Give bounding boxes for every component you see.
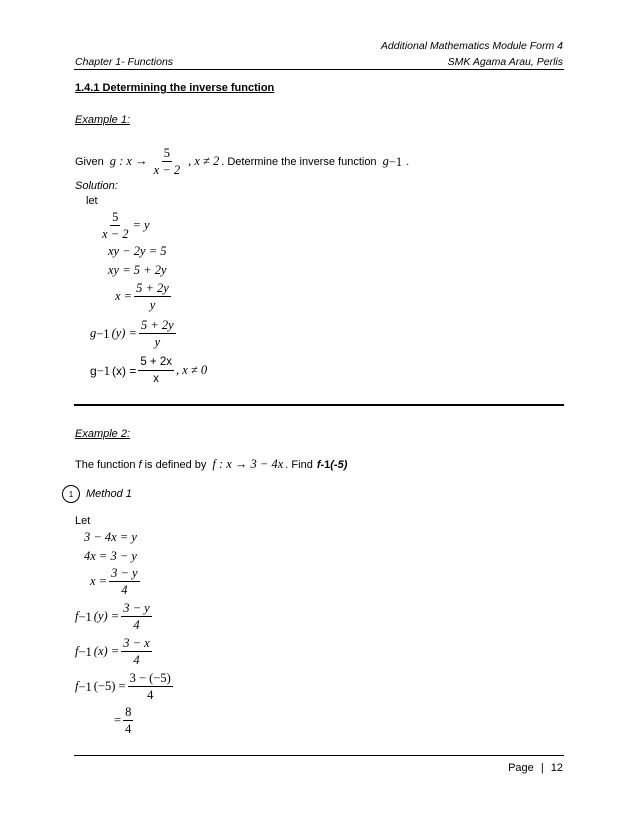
ex2-step1: 3 − 4x = y <box>84 530 137 544</box>
ex1-step6-arg: (x) = <box>112 363 137 378</box>
ex1-step6-denominator: x <box>153 373 160 385</box>
ex2-step6-numerator: 3 − (−5) <box>129 671 171 685</box>
ex1-step1-fraction <box>100 210 130 241</box>
ex1-step6-numerator: 5 + 2x <box>138 355 174 371</box>
given-fn: g <box>382 154 389 168</box>
intro-map: f : x → 3 − 4x <box>212 457 284 471</box>
ex1-step1-numerator: 5 <box>112 210 119 224</box>
ex2-step4: f −1 (y) = $\frac{3 - y}{4}$ <box>75 601 150 632</box>
ex2-step5-fn: f <box>75 644 79 658</box>
example2-intro: The function f is defined by f : x → 3 − 4x . Find f -1 (-5) <box>75 457 348 471</box>
ex2-step7 <box>114 705 135 736</box>
ex1-step5: g −1 (y) = $\frac{5 + 2y}{y}$ <box>90 318 174 349</box>
ex1-step5-denominator: y <box>154 335 161 349</box>
ex1-step6-fn: g <box>90 363 97 378</box>
intro-find: . Find <box>285 458 313 471</box>
ex2-let: Let <box>75 515 91 527</box>
ex2-step3-numerator: 3 − y <box>111 566 138 580</box>
ex2-step5-numerator: 3 − x <box>123 636 150 650</box>
header-school: SMK Agama Arau, Perlis <box>447 56 563 68</box>
intro-target-arg: (-5) <box>330 458 348 471</box>
ex2-step3-denominator: 4 <box>121 583 128 597</box>
intro-target-fn: f <box>316 458 321 471</box>
page-number: 12 <box>550 762 563 774</box>
ex1-step1-denominator: x − 2 <box>102 227 129 241</box>
header-chapter: Chapter 1- Functions <box>75 56 174 68</box>
ex1-step5-fraction <box>139 318 176 349</box>
example2-label: Example 2: <box>75 428 131 440</box>
ex1-step6-condition: , x ≠ 0 <box>176 363 208 377</box>
given-denominator: x − 2 <box>153 163 181 177</box>
ex2-step4-fn: f <box>75 609 79 623</box>
example1-label: Example 1: <box>75 114 131 126</box>
page-label: Page <box>508 762 534 774</box>
ex2-step3-fraction <box>109 566 139 597</box>
section-divider <box>74 404 564 406</box>
intro-prefix: The function <box>75 458 136 471</box>
header-divider <box>74 69 564 70</box>
method-label: Method 1 <box>86 488 132 500</box>
ex2-step7-fraction <box>123 705 133 736</box>
ex2-step7-numerator: 8 <box>125 705 132 719</box>
ex1-step4 <box>115 281 173 312</box>
ex2-step2: 4x = 3 − y <box>84 549 137 563</box>
given-fraction <box>152 146 182 177</box>
ex2-step6: f −1 (−5) = $\frac{3 - (-5)}{4}$ <box>75 671 171 702</box>
method-number-badge <box>62 485 80 503</box>
given-numerator: 5 <box>163 146 170 160</box>
page-footer: Page | 12 <box>508 762 563 774</box>
ex2-step5: f −1 (x) = $\frac{3 - x}{4}$ <box>75 636 150 667</box>
given-end: . <box>406 155 410 168</box>
header-module-title: Additional Mathematics Module Form 4 <box>380 40 563 52</box>
ex1-step4-lhs: x = <box>115 289 133 303</box>
ex2-step6-denominator: 4 <box>147 688 154 702</box>
ex1-step1 <box>98 210 150 241</box>
ex2-step4-fraction <box>121 601 151 632</box>
ex1-step1-rhs: = y <box>132 218 150 232</box>
ex1-step5-fn: g <box>90 326 97 340</box>
ex1-step4-fraction <box>134 281 171 312</box>
ex1-step4-denominator: y <box>149 298 156 312</box>
ex2-step3 <box>90 566 142 597</box>
solution-let: let <box>86 195 98 207</box>
given-condition: , x ≠ 2 <box>188 154 220 168</box>
ex1-step3: xy = 5 + 2y <box>108 263 167 277</box>
ex1-step4-numerator: 5 + 2y <box>136 281 169 295</box>
ex1-step5-arg: (y) = <box>111 326 137 340</box>
ex2-step6-arg: (−5) = <box>93 679 126 693</box>
method-number: 1 <box>68 489 74 499</box>
given-suffix: . Determine the inverse function <box>221 155 377 168</box>
footer-divider <box>74 755 564 756</box>
ex2-step5-denominator: 4 <box>133 653 140 667</box>
ex2-step7-lhs: = <box>114 713 122 727</box>
ex2-step6-fn: f <box>75 679 79 693</box>
ex2-step7-denominator: 4 <box>125 722 132 736</box>
ex1-step6: g −1 (x) = $\frac{5 + 2x}{x}$ , x ≠ 0 <box>90 356 208 385</box>
ex1-step2: xy − 2y = 5 <box>108 244 167 258</box>
intro-f: f <box>138 458 142 471</box>
ex1-step6-fraction <box>138 355 174 386</box>
solution-label: Solution: <box>75 180 118 192</box>
ex2-step6-fraction <box>128 671 173 702</box>
ex1-step5-numerator: 5 + 2y <box>141 318 174 332</box>
given-lhs: g : x → <box>109 154 148 168</box>
intro-mid: is defined by <box>144 458 207 471</box>
ex2-step5-fraction <box>121 636 151 667</box>
ex2-step4-arg: (y) = <box>93 609 120 623</box>
example1-given: Given g : x → $\frac{5}{x - 2}$ , x ≠ 2 . Determine the inverse function g −1 . <box>75 146 410 177</box>
ex2-step3-lhs: x = <box>90 574 108 588</box>
given-prefix: Given <box>75 155 104 168</box>
ex2-step4-denominator: 4 <box>133 618 140 632</box>
ex2-step4-numerator: 3 − y <box>123 601 150 615</box>
ex2-step5-arg: (x) = <box>93 644 120 658</box>
section-title: 1.4.1 Determining the inverse function <box>75 82 275 94</box>
